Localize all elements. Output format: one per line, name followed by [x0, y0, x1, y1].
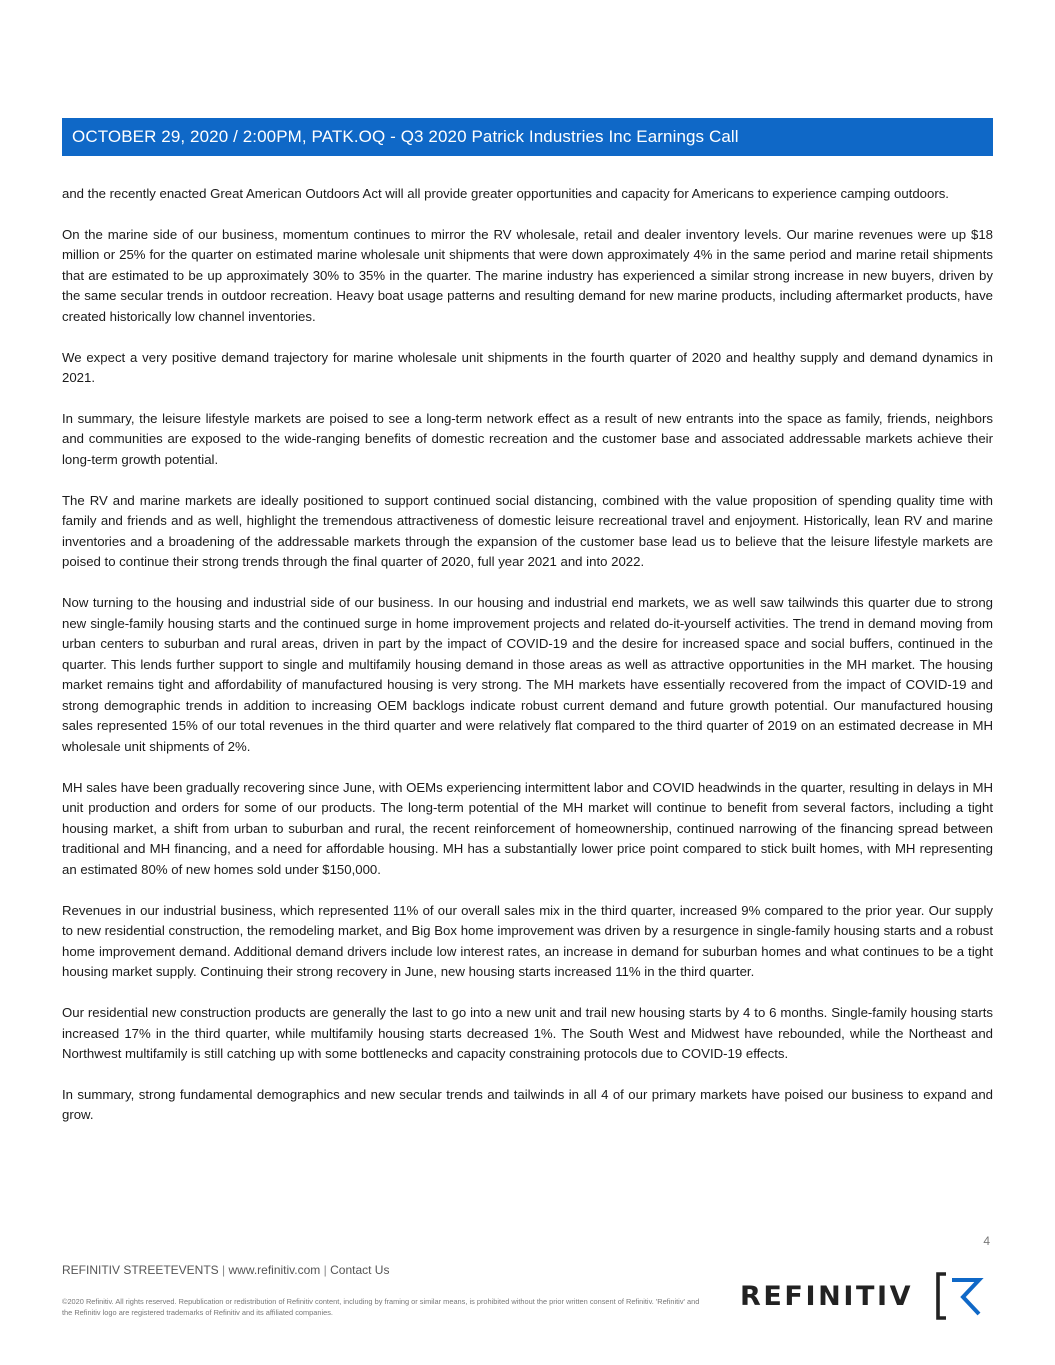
transcript-paragraph-5: The RV and marine markets are ideally positioned to support continued social distancing, combined with the value proposition of spending quality time with family and friends and as well, highlight the tremendous attractiveness of domestic leisure recreational travel and enjoyment. Historically, lean RV and marine inventories and a broadening of the addressable markets through the expansion of the customer base lead us to believe that the leisure lifestyle markets are poised to continue their strong trends through the final quarter of 2020, full year 2021 and into 2022.	[62, 492, 993, 570]
transcript-paragraph-3: We expect a very positive demand trajectory for marine wholesale unit shipments in the fourth quarter of 2020 and healthy supply and demand dynamics in 2021.	[62, 349, 993, 386]
refinitiv-logo-wordmark: REFINITIV	[740, 1280, 914, 1312]
footer-contact-link[interactable]: Contact Us	[330, 1263, 390, 1277]
transcript-paragraph-7: MH sales have been gradually recovering since June, with OEMs experiencing intermittent labor and COVID headwinds in the quarter, resulting in delays in MH unit production and orders for some of our products. The long-term potential of the MH market will continue to benefit from several factors, including a tight housing market, a shift from urban to suburban and rural, the recent reinforcement of homeownership, continued narrowing of the financing spread between traditional and MH financing, and a need for affordable housing. MH has a substantially lower price point compared to stick built homes, with MH representing an estimated 80% of new homes sold under $150,000.	[62, 779, 993, 878]
page-number: 4	[983, 1234, 990, 1248]
footer-links	[62, 1263, 389, 1277]
transcript-body	[62, 184, 993, 1146]
transcript-paragraph-9: Our residential new construction products are generally the last to go into a new unit and trail new housing starts by 4 to 6 months. Single-family housing starts increased 17% in the third quarter, while multifamily housing starts decreased 1%. The South West and Midwest have rebounded, while the Northeast and Northwest multifamily is still catching up with some bottlenecks and capacity constraining protocols due to COVID-19 effects.	[62, 1005, 993, 1062]
refinitiv-logo-icon	[935, 1270, 985, 1322]
footer-website-link[interactable]: www.refinitiv.com	[228, 1263, 321, 1277]
transcript-paragraph-4: In summary, the leisure lifestyle markets are poised to see a long-term network effect as a result of new entrants into the space as family, friends, neighbors and communities are exposed to the wide-ranging benefits of domestic recreation and the customer base and associated addressable markets achieve their long-term growth potential.	[62, 410, 993, 467]
transcript-paragraph-2: On the marine side of our business, momentum continues to mirror the RV wholesale, retail and dealer inventory levels. Our marine revenues were up $18 million or 25% for the quarter on estimated marine wholesale unit shipments that were down approximately 4% in the same period and marine retail shipments that are estimated to be up approximately 30% to 35% in the quarter. The marine industry has experienced a similar strong increase in new buyers, driven by the same secular trends in outdoor recreation. Heavy boat usage patterns and resulting demand for new marine products, including aftermarket products, have created historically low channel inventories.	[62, 226, 993, 324]
transcript-paragraph-8: Revenues in our industrial business, which represented 11% of our overall sales mix in the third quarter, increased 9% compared to the prior year. Our supply to new residential construction, the remodeling market, and Big Box home improvement was driven by a resurgence in single-family housing starts and a robust home improvement demand. Additional demand drivers include low interest rates, an increase in demand for suburban homes and what continues to be a tight housing market supply. Continuing their strong recovery in June, new housing starts increased 11% in the third quarter.	[62, 902, 993, 980]
document-header-bar	[62, 118, 993, 156]
document-header-title: OCTOBER 29, 2020 / 2:00PM, PATK.OQ - Q3 2020 Patrick Industries Inc Earnings Call	[72, 127, 739, 146]
transcript-paragraph-6: Now turning to the housing and industrial side of our business. In our housing and industrial end markets, we as well saw tailwinds this quarter due to strong new single-family housing starts and the continued surge in home improvement projects and related do-it-yourself activities. The trend in demand moving from urban centers to suburban and rural areas, driven in part by the impact of COVID-19 and the desire for increased space and social buffers, continued in the quarter. This lends further support to single and multifamily housing demand in those areas as well as attractive opportunities in the MH market. The housing market remains tight and affordability of manufactured housing is very strong. The MH markets have essentially recovered from the impact of COVID-19 and strong demographic trends in addition to increasing OEM backlogs indicate robust current demand and future growth potential. Our manufactured housing sales represented 15% of our total revenues in the third quarter and were relatively flat compared to the third quarter of 2019 on an estimated decrease in MH wholesale unit shipments of 2%.	[62, 594, 993, 755]
footer-separator: |	[323, 1263, 327, 1277]
refinitiv-logo	[740, 1270, 985, 1322]
footer-brand-name: REFINITIV STREETEVENTS	[62, 1263, 219, 1277]
transcript-paragraph-10: In summary, strong fundamental demographics and new secular trends and tailwinds in all 4 of our primary markets have poised our business to expand and grow.	[62, 1086, 993, 1123]
footer-legal-notice: ©2020 Refinitiv. All rights reserved. Republication or redistribution of Refinitiv content, including by framing or similar means, is prohibited without the prior written consent of Refinitiv. 'Refinitiv' and the Refinitiv logo are registered trademarks of Refinitiv and its affiliated companies.	[62, 1297, 700, 1317]
transcript-paragraph-1: and the recently enacted Great American Outdoors Act will all provide greater opportunities and capacity for Americans to experience camping outdoors.	[62, 186, 949, 201]
footer-separator: |	[222, 1263, 226, 1277]
